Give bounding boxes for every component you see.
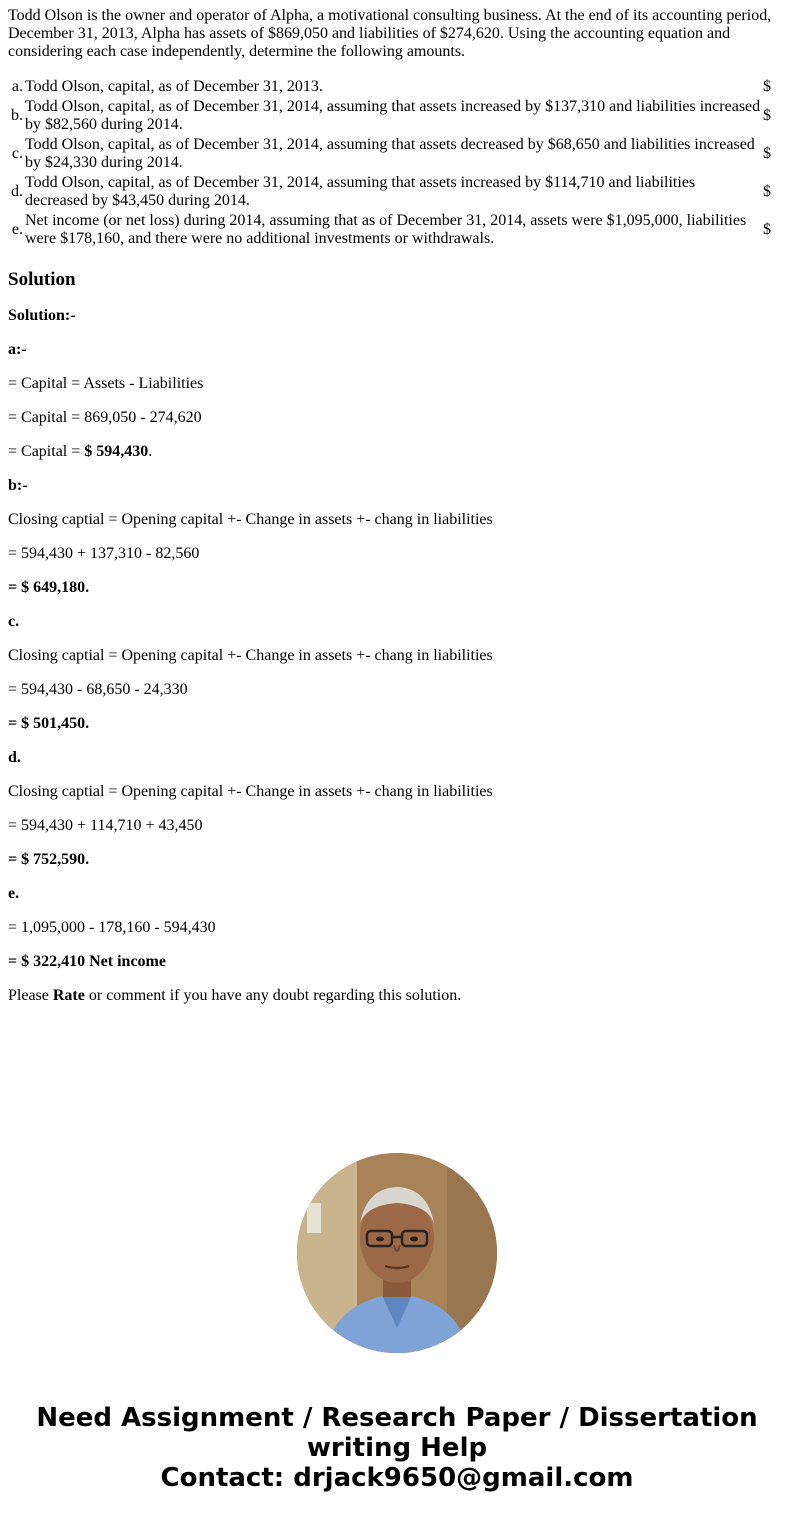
part-d-line: = 594,430 + 114,710 + 43,450 [8,817,203,834]
answer-dollar-field[interactable]: $ [763,145,771,162]
result-value: $ 594,430 [84,443,149,460]
part-a-line: = Capital = Assets - Liabilities [8,375,204,392]
answer-dollar-field[interactable]: $ [763,183,771,200]
part-b-result: = $ 649,180. [8,579,90,596]
part-e-label: e. [8,885,20,902]
part-d-label: d. [8,749,21,766]
part-letter: a. [11,78,23,95]
solution-label: Solution:- [8,307,76,324]
result-prefix: = Capital = [8,443,85,460]
part-d-line: Closing captial = Opening capital +- Change in assets +- chang in liabilities [8,783,493,800]
part-letter: b. [11,107,23,124]
problem-intro: Todd Olson is the owner and operator of Alpha, a motivational consulting business. At the end of its accounting period, December 31, 2013, Alpha has assets of $869,050 and liabilities of $274,620. Using the accounting equation and considering each case independently, determine the following amounts. [8,7,772,60]
document-body [8,7,778,1021]
part-text: Todd Olson, capital, as of December 31, 2014, assuming that assets increased by $137,310 and liabilities increased by $82,560 during 2014. [25,98,761,133]
question-part-c [8,135,778,173]
part-c-result: = $ 501,450. [8,715,90,732]
question-parts-table [8,77,778,249]
part-c-label: c. [8,613,20,630]
promo-footer [0,1403,794,1493]
closing-prefix: Please [8,987,53,1004]
part-text: Todd Olson, capital, as of December 31, 2014, assuming that assets increased by $114,710 and liabilities decreased by $43,450 during 2014. [25,174,696,209]
closing-note [8,987,778,1005]
part-d-result: = $ 752,590. [8,851,90,868]
question-part-a [8,77,778,97]
part-letter: c. [11,145,23,162]
result-suffix: . [148,443,153,460]
part-e-line: = 1,095,000 - 178,160 - 594,430 [8,919,216,936]
part-text: Todd Olson, capital, as of December 31, 2014, assuming that assets decreased by $68,650 and liabilities increased by $24,330 during 2014. [25,136,755,171]
question-part-e [8,211,778,249]
part-e-result: = $ 322,410 Net income [8,953,166,970]
solution-heading: Solution [8,269,76,290]
solution-body [8,307,778,1005]
part-a-result [8,443,778,461]
part-c-line: = 594,430 - 68,650 - 24,330 [8,681,188,698]
part-a-line: = Capital = 869,050 - 274,620 [8,409,202,426]
closing-suffix: or comment if you have any doubt regarding this solution. [84,987,462,1004]
portrait-image [297,1153,497,1353]
part-a-label: a:- [8,341,27,358]
part-text: Todd Olson, capital, as of December 31, 2013. [25,78,323,95]
answer-dollar-field[interactable]: $ [763,107,771,124]
promo-line: Need Assignment / Research Paper / Dissertation [36,1403,758,1433]
author-avatar [297,1153,497,1353]
part-b-line: Closing captial = Opening capital +- Change in assets +- chang in liabilities [8,511,493,528]
answer-dollar-field[interactable]: $ [763,78,771,95]
question-part-b [8,97,778,135]
rate-text: Rate [52,987,85,1004]
contact-line: Contact: drjack9650@gmail.com [160,1463,634,1493]
part-text: Net income (or net loss) during 2014, assuming that as of December 31, 2014, assets were $1,095,000, liabilities were $178,160, and there were no additional investments or withdrawals. [25,212,747,247]
question-part-d [8,173,778,211]
part-c-line: Closing captial = Opening capital +- Change in assets +- chang in liabilities [8,647,493,664]
promo-line: writing Help [306,1433,488,1463]
part-letter: e. [11,221,23,238]
part-b-label: b:- [8,477,28,494]
part-b-line: = 594,430 + 137,310 - 82,560 [8,545,200,562]
part-letter: d. [11,183,23,200]
answer-dollar-field[interactable]: $ [763,221,771,238]
